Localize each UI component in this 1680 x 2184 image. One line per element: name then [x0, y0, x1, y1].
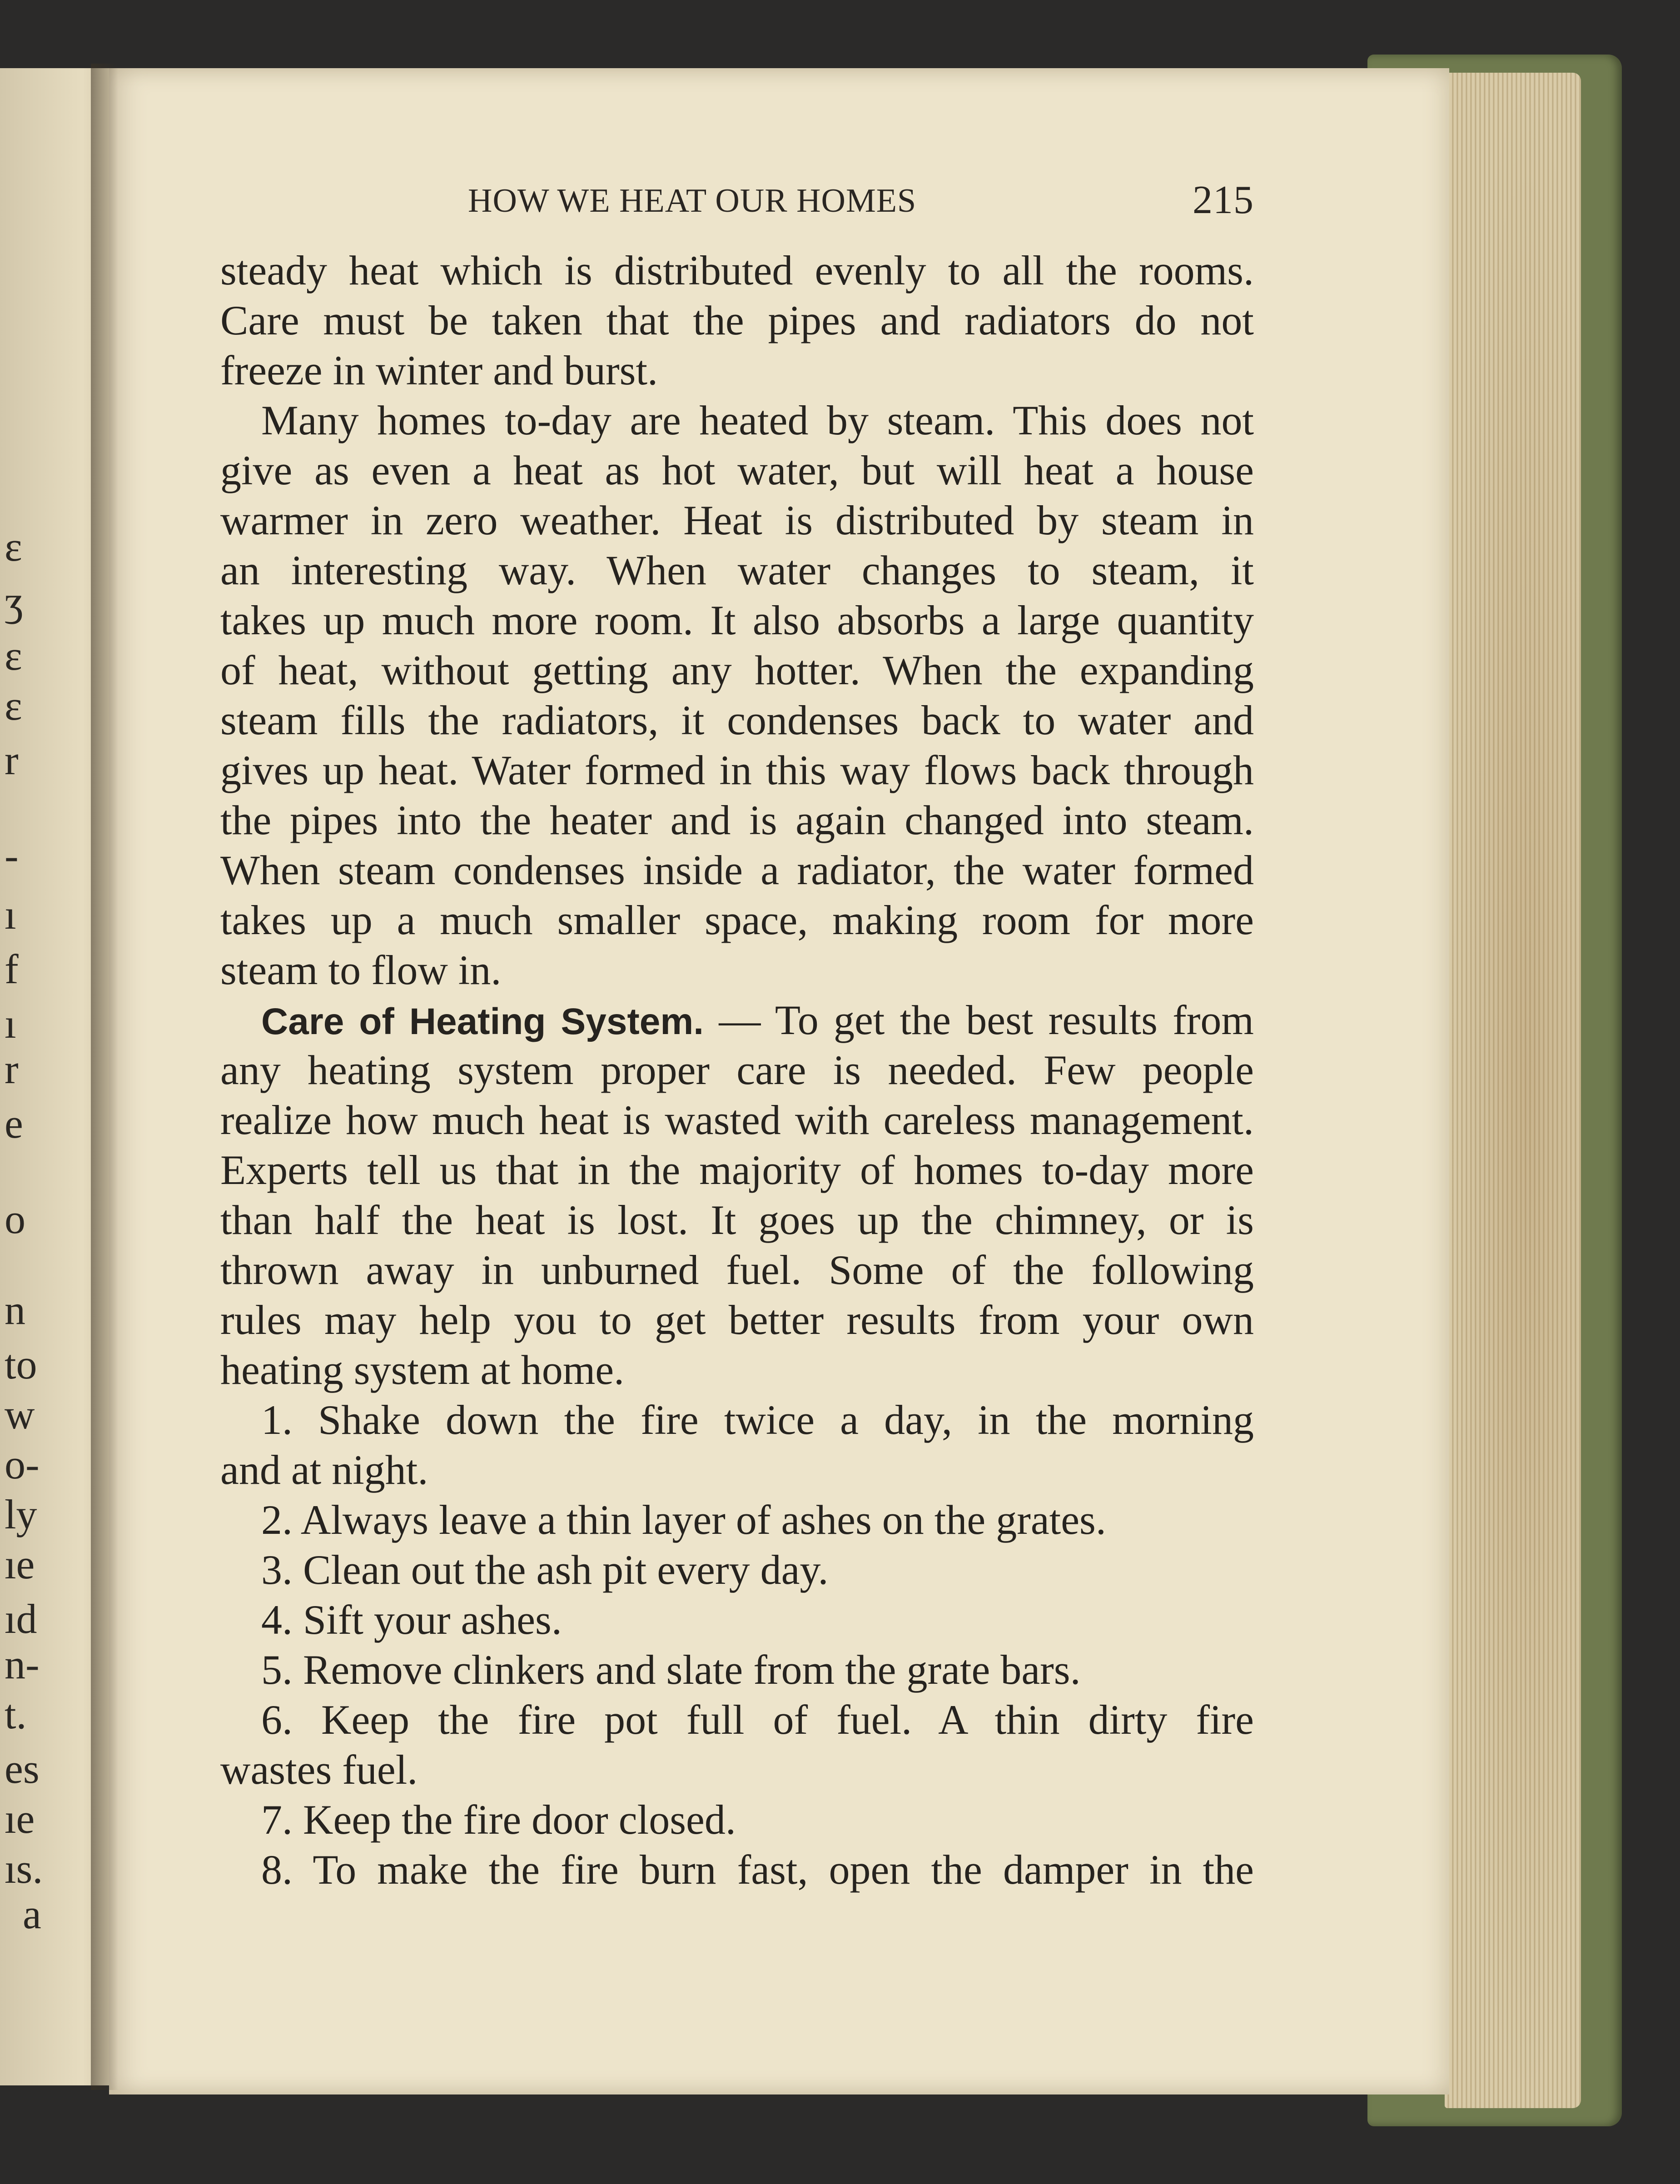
left-page-fragment: ɛ [5, 523, 22, 570]
left-page-fragment: n [5, 1287, 25, 1333]
left-page-fragment: f [5, 946, 19, 992]
text-line: 5. Remove clinkers and slate from the grate bars. [261, 1647, 1081, 1693]
left-page-fragment: n- [5, 1641, 40, 1687]
text-line: takes up a much smaller space, making room for more [220, 897, 1254, 943]
left-page-fragment: ɛ [5, 632, 22, 679]
left-page-fragment: t. [5, 1691, 27, 1737]
text-line: When steam condenses inside a radiator, the water formed [220, 847, 1254, 893]
text-line: give as even a heat as hot water, but will heat a house [220, 447, 1254, 493]
left-page-fragment: ly [5, 1491, 37, 1537]
text-line: thrown away in unburned fuel. Some of the following [220, 1247, 1254, 1293]
text-line: heating system at home. [220, 1347, 625, 1393]
running-header-title: HOW WE HEAT OUR HOMES [468, 182, 917, 219]
text-line: 1. Shake down the fire twice a day, in the morning [261, 1397, 1254, 1443]
left-page-fragment: a [23, 1891, 41, 1937]
text-line: 4. Sift your ashes. [261, 1597, 562, 1643]
text-line: the pipes into the heater and is again changed into steam. [220, 797, 1254, 843]
text-line: than half the heat is lost. It goes up the chimney, or is [220, 1197, 1254, 1243]
text-line: realize how much heat is wasted with careless management. [220, 1097, 1254, 1143]
text-line: takes up much more room. It also absorbs a large quantity [220, 597, 1254, 643]
page-edges [1445, 73, 1581, 2108]
left-page-fragment: r [5, 737, 19, 783]
left-page-fragment: o [5, 1196, 25, 1242]
text-line: 6. Keep the fire pot full of fuel. A thin dirty fire [261, 1696, 1254, 1743]
left-page-fragment: o- [5, 1441, 40, 1488]
left-page-fragment: r [5, 1046, 19, 1092]
text-line: wastes fuel. [220, 1746, 418, 1793]
left-page-fragment: ɛ [5, 682, 22, 729]
left-page-fragment: to [5, 1341, 37, 1388]
text-line: any heating system proper care is needed. Few people [220, 1047, 1254, 1093]
left-page-fragment: w [5, 1391, 35, 1438]
text-line: Care must be taken that the pipes and radiators do not [220, 297, 1254, 343]
text-line: of heat, without getting any hotter. When the expanding [220, 647, 1254, 693]
left-page-fragment: ʒ [5, 578, 23, 624]
text-line: Experts tell us that in the majority of homes to-day more [220, 1147, 1254, 1193]
text-line: 7. Keep the fire door closed. [261, 1796, 736, 1843]
book-gutter [91, 64, 118, 2090]
text-line: 3. Clean out the ash pit every day. [261, 1547, 829, 1593]
left-page-fragment: ıd [5, 1596, 37, 1642]
left-page-fragment: ıe [5, 1541, 35, 1587]
text-line: steam fills the radiators, it condenses back to water and [220, 697, 1254, 743]
section-heading-continuation: — To get the best results from [704, 997, 1254, 1043]
left-page-fragment: ı [5, 1000, 16, 1047]
left-page-fragment: ıe [5, 1796, 35, 1842]
text-line: steady heat which is distributed evenly to all the rooms. [220, 247, 1254, 294]
text-line: an interesting way. When water changes to steam, it [220, 547, 1254, 593]
left-page-fragment: ı [5, 891, 16, 938]
text-line: steam to flow in. [220, 947, 502, 993]
text-line: 2. Always leave a thin layer of ashes on the grates. [261, 1497, 1106, 1543]
left-page-fragment: e [5, 1100, 23, 1147]
section-heading-line [261, 995, 1254, 1045]
left-page-fragment: es [5, 1746, 40, 1792]
text-line: 8. To make the fire burn fast, open the damper in the [261, 1846, 1254, 1893]
text-line: gives up heat. Water formed in this way flows back through [220, 747, 1254, 793]
page-number: 215 [1193, 178, 1254, 222]
text-line: rules may help you to get better results from your own [220, 1297, 1254, 1343]
text-line: Many homes to-day are heated by steam. This does not [261, 397, 1254, 443]
left-page-fragment: - [5, 832, 19, 879]
text-line: freeze in winter and burst. [220, 347, 658, 393]
left-page-fragment: ıs. [5, 1846, 43, 1892]
text-line: and at night. [220, 1447, 428, 1493]
section-heading: Care of Heating System. [261, 1001, 704, 1042]
text-line: warmer in zero weather. Heat is distributed by steam in [220, 497, 1254, 543]
